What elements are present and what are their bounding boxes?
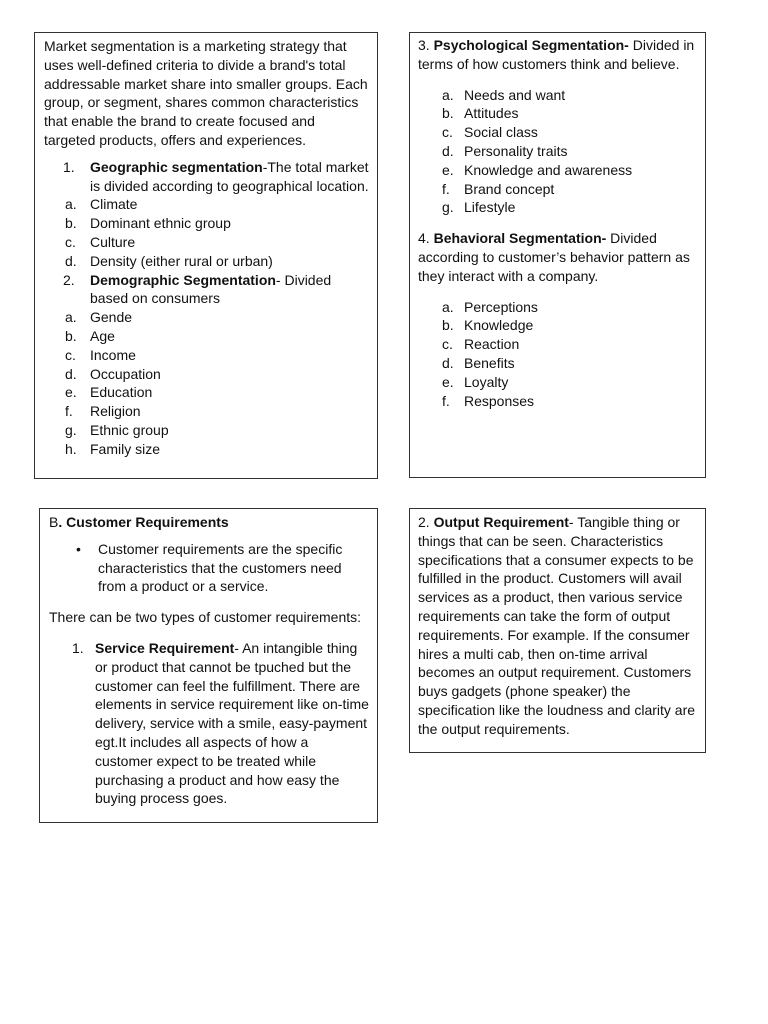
list-item bbox=[49, 540, 369, 596]
list-item-text: Social class bbox=[464, 124, 538, 141]
psychological-paragraph: 3. Psychological Segmentation- Divided in terms of how customers think and believe. bbox=[418, 37, 695, 72]
list-marker: c. bbox=[442, 124, 453, 141]
list-marker: c. bbox=[442, 336, 453, 353]
list-item-text: Density (either rural or urban) bbox=[90, 252, 273, 269]
customer-requirements-bullets bbox=[49, 540, 369, 596]
list-item-text: Ethnic group bbox=[90, 421, 169, 438]
list-item-text: Needs and want bbox=[464, 86, 566, 103]
list-item-text: Dominant ethnic group bbox=[90, 215, 231, 232]
service-requirement-title: Service Requirement bbox=[95, 639, 235, 656]
behavioral-title: Behavioral Segmentation- bbox=[433, 230, 607, 247]
list-item bbox=[418, 198, 697, 217]
list-item bbox=[418, 142, 697, 161]
list-marker: 1. bbox=[72, 639, 84, 656]
list-item-text: Gende bbox=[90, 309, 133, 326]
customer-requirements-box bbox=[39, 508, 378, 823]
psych-behavior-box bbox=[409, 32, 706, 478]
service-requirement-list bbox=[49, 639, 369, 808]
list-item-text: Income bbox=[90, 346, 136, 363]
psychological-list bbox=[418, 86, 697, 218]
list-item-text: Occupation bbox=[90, 365, 161, 382]
list-item bbox=[418, 123, 697, 142]
list-item bbox=[44, 365, 369, 384]
list-marker: a. bbox=[442, 86, 454, 103]
list-item bbox=[418, 354, 697, 373]
list-marker: d. bbox=[65, 252, 77, 269]
list-item-text: Family size bbox=[90, 440, 161, 457]
list-item bbox=[418, 373, 697, 392]
list-item-text: Attitudes bbox=[464, 105, 519, 122]
list-marker: g. bbox=[442, 199, 454, 216]
list-marker: b. bbox=[442, 105, 454, 122]
list-marker: g. bbox=[65, 421, 77, 438]
list-item bbox=[44, 233, 369, 252]
list-marker: f. bbox=[442, 180, 450, 197]
demographic-item bbox=[44, 271, 369, 309]
list-item-text: Climate bbox=[90, 196, 138, 213]
list-item-text: Loyalty bbox=[464, 373, 509, 390]
output-requirement-title: Output Requirement bbox=[433, 514, 569, 530]
list-marker: e. bbox=[65, 384, 77, 401]
list-marker: 1. bbox=[63, 158, 75, 175]
output-requirement-paragraph: 2. Output Requirement- Tangible thing or things that can be seen. Characteristics specifications that a consumer expects to be fulfilled in the product. Customers will avail services as a product, then various service requirements can take the form of output requirements. For example. If the consumer hires a multi cab, then on-time arrival becomes an output requirement. Customers buys gadgets (phone speaker) the specification like the loudness and clarity are the output requirements. bbox=[418, 514, 696, 737]
list-item bbox=[44, 195, 369, 214]
list-marker: h. bbox=[65, 440, 77, 457]
list-item bbox=[44, 252, 369, 271]
list-item bbox=[44, 440, 369, 459]
list-item bbox=[44, 346, 369, 365]
list-marker: a. bbox=[65, 309, 77, 326]
list-item-text: Brand concept bbox=[464, 180, 555, 197]
list-item-text: Knowledge bbox=[464, 317, 534, 334]
list-item bbox=[418, 180, 697, 199]
behavioral-list bbox=[418, 298, 697, 411]
list-item-text: Benefits bbox=[464, 354, 515, 371]
customer-requirements-heading: B. Customer Requirements bbox=[49, 514, 229, 530]
list-item bbox=[418, 86, 697, 105]
list-item bbox=[44, 383, 369, 402]
geographic-desc: -The total market is divided according to geographical location. bbox=[90, 158, 369, 194]
market-segmentation-intro: Market segmentation is a marketing strategy that uses well-defined criteria to divide a brand's total addressable market share into smaller groups. Each group, or segment, shares common characteristics that enable the brand to create focused and targeted products, offers and experiences. bbox=[44, 38, 368, 148]
psychological-desc: Divided in terms of how customers think and believe. bbox=[418, 37, 695, 72]
list-item bbox=[44, 421, 369, 440]
list-marker: f. bbox=[65, 403, 73, 420]
market-segmentation-box bbox=[34, 32, 378, 479]
list-item bbox=[418, 298, 697, 317]
list-item-text: Education bbox=[90, 384, 153, 401]
list-marker: c. bbox=[65, 346, 76, 363]
geographic-list bbox=[44, 195, 369, 270]
psychological-title: Psychological Segmentation- bbox=[433, 37, 629, 53]
list-item-text: Lifestyle bbox=[464, 199, 516, 216]
list-marker: e. bbox=[442, 373, 454, 390]
demographic-list bbox=[44, 308, 369, 458]
list-item bbox=[44, 327, 369, 346]
geographic-item bbox=[44, 158, 369, 196]
list-item-text: Reaction bbox=[464, 336, 520, 353]
list-item bbox=[418, 335, 697, 354]
list-item bbox=[418, 104, 697, 123]
demographic-title: Demographic Segmentation bbox=[90, 271, 276, 288]
list-marker: e. bbox=[442, 161, 454, 178]
list-item bbox=[44, 214, 369, 233]
list-item-text: Knowledge and awareness bbox=[464, 161, 633, 178]
list-marker: 2. bbox=[63, 271, 75, 288]
service-requirement-desc: - An intangible thing or product that cannot be tpuched but the customer can feel the fulfillment. There are elements in service requirement like on-time delivery, service with a smile, easy-payment egt.It includes all aspects of how a customer expect to be treated while purchasing a product and how easy the buying process goes. bbox=[95, 639, 369, 807]
geographic-heading bbox=[44, 158, 369, 196]
list-item bbox=[44, 308, 369, 327]
list-item-text: Perceptions bbox=[464, 298, 538, 315]
demographic-heading bbox=[44, 271, 369, 309]
bullet-icon: • bbox=[76, 540, 81, 557]
list-marker: f. bbox=[442, 392, 450, 409]
list-item-text: Culture bbox=[90, 233, 136, 250]
list-item-text: Responses bbox=[464, 392, 535, 409]
output-requirement-box bbox=[409, 508, 706, 753]
list-marker: d. bbox=[442, 354, 454, 371]
list-marker: b. bbox=[65, 327, 77, 344]
list-item bbox=[418, 161, 697, 180]
output-requirement-desc: - Tangible thing or things that can be seen. Characteristics specifications that a consumer expects to be fulfilled in the product. Customers will avail services as a product, then various service requirements can take the form of output requirements. For example. If the consumer hires a multi cab, then on-time arrival becomes an output requirement. Customers buys gadgets (phone speaker) the specification like the loudness and clarity are the output requirements. bbox=[418, 514, 696, 737]
bullet-text: Customer requirements are the specific characteristics that the customers need from a product or a service. bbox=[98, 540, 343, 595]
behavioral-desc: Divided according to customer’s behavior pattern as they interact with a company. bbox=[418, 230, 690, 284]
list-marker: d. bbox=[65, 365, 77, 382]
list-marker: b. bbox=[65, 215, 77, 232]
types-intro: There can be two types of customer requirements: bbox=[49, 609, 362, 626]
list-item-text: Personality traits bbox=[464, 142, 568, 159]
list-marker: b. bbox=[442, 317, 454, 334]
list-item-text: Age bbox=[90, 327, 115, 344]
list-marker: a. bbox=[65, 196, 77, 213]
list-item bbox=[44, 402, 369, 421]
list-marker: c. bbox=[65, 233, 76, 250]
list-item-text: Religion bbox=[90, 403, 141, 420]
service-requirement-item bbox=[49, 639, 369, 808]
list-marker: a. bbox=[442, 298, 454, 315]
behavioral-paragraph: 4. Behavioral Segmentation- Divided according to customer’s behavior pattern as they interact with a company. bbox=[418, 230, 690, 284]
geographic-title: Geographic segmentation bbox=[90, 158, 263, 175]
demographic-desc: - Divided based on consumers bbox=[90, 271, 332, 307]
list-marker: d. bbox=[442, 142, 454, 159]
list-item bbox=[418, 316, 697, 335]
list-item bbox=[418, 392, 697, 411]
